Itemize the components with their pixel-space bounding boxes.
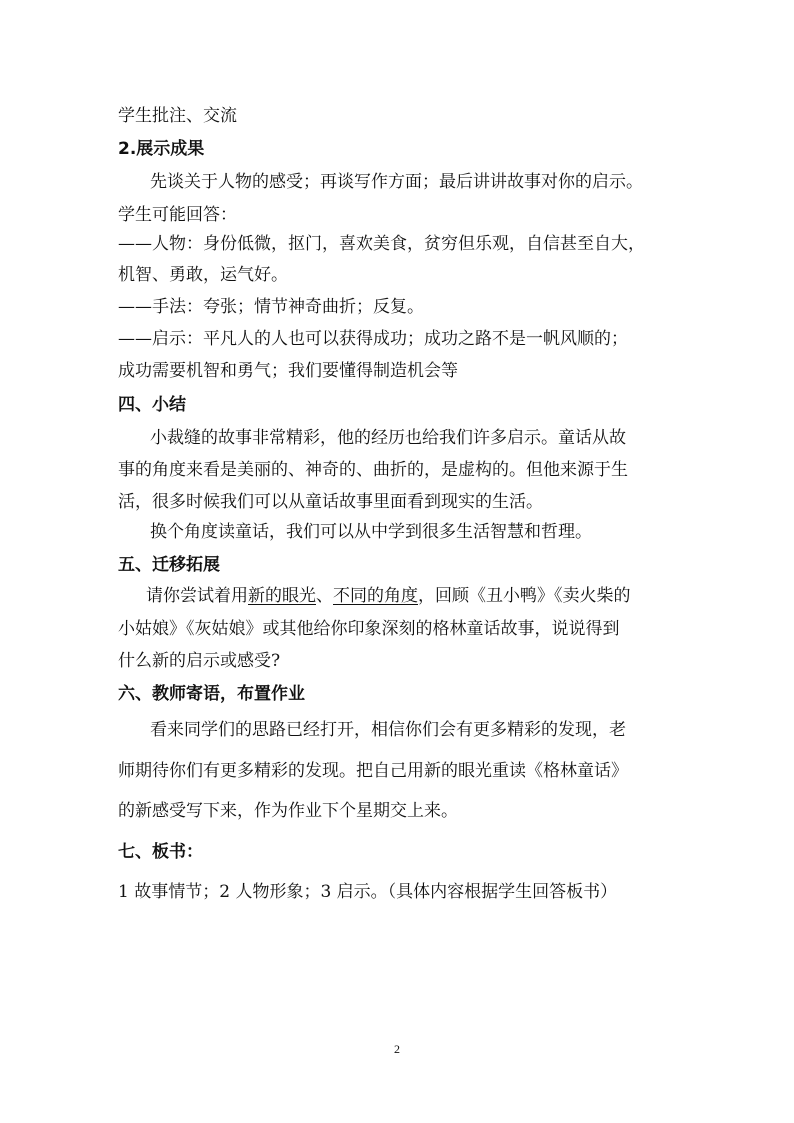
summary-line: 活，很多时候我们可以从童话故事里面看到现实的生活。 — [118, 492, 543, 512]
teacher-message-line: 看来同学们的思路已经打开，相信你们会有更多精彩的发现，老 — [150, 720, 626, 740]
paragraph-line: 学生可能回答： — [118, 205, 237, 225]
underlined-different-angle: 不同的角度 — [333, 586, 418, 606]
summary-line: 小裁缝的故事非常精彩，他的经历也给我们许多启示。童话从故 — [150, 428, 626, 448]
heading-teacher-message: 六、教师寄语，布置作业 — [118, 684, 305, 704]
heading-summary: 四、小结 — [118, 395, 186, 415]
blackboard-content: 1 故事情节；2 人物形象；3 启示。（具体内容根据学生回答板书） — [118, 882, 618, 902]
transfer-prefix: 请你尝试着用 — [146, 586, 248, 606]
transfer-line: 什么新的启示或感受? — [118, 651, 281, 671]
heading-blackboard: 七、板书： — [118, 842, 203, 862]
underlined-new-eyes: 新的眼光 — [248, 586, 316, 606]
transfer-line: 小姑娘》《灰姑娘》或其他给你印象深刻的格林童话故事，说说得到 — [118, 619, 620, 639]
teacher-message-line: 的新感受写下来，作为作业下个星期交上来。 — [118, 801, 458, 821]
transfer-separator: 、 — [316, 586, 333, 606]
answer-character-line: ——人物：身份低微，抠门，喜欢美食，贫穷但乐观，自信甚至自大， — [118, 234, 645, 254]
transfer-suffix: ，回顾《丑小鸭》《卖火柴的 — [418, 586, 631, 606]
answer-insight-line: 成功需要机智和勇气；我们要懂得制造机会等 — [118, 361, 458, 381]
heading-transfer: 五、迁移拓展 — [118, 555, 220, 575]
summary-line: 事的角度来看是美丽的、神奇的、曲折的，是虚构的。但他来源于生 — [118, 460, 628, 480]
answer-character-line: 机智、勇敢，运气好。 — [118, 265, 288, 285]
paragraph-line: 先谈关于人物的感受；再谈写作方面；最后讲讲故事对你的启示。 — [150, 172, 643, 192]
teacher-message-line: 师期待你们有更多精彩的发现。把自己用新的眼光重读《格林童话》 — [118, 761, 628, 781]
answer-technique-line: ——手法：夸张；情节神奇曲折；反复。 — [118, 297, 424, 317]
annotation-line: 学生批注、交流 — [118, 106, 237, 126]
transfer-line — [146, 584, 678, 608]
summary-line: 换个角度读童话，我们可以从中学到很多生活智慧和哲理。 — [150, 522, 592, 542]
heading-show-results: 2.展示成果 — [118, 139, 205, 159]
page-number: 2 — [394, 1042, 400, 1056]
answer-insight-line: ——启示：平凡人的人也可以获得成功；成功之路不是一帆风顺的； — [118, 329, 628, 349]
